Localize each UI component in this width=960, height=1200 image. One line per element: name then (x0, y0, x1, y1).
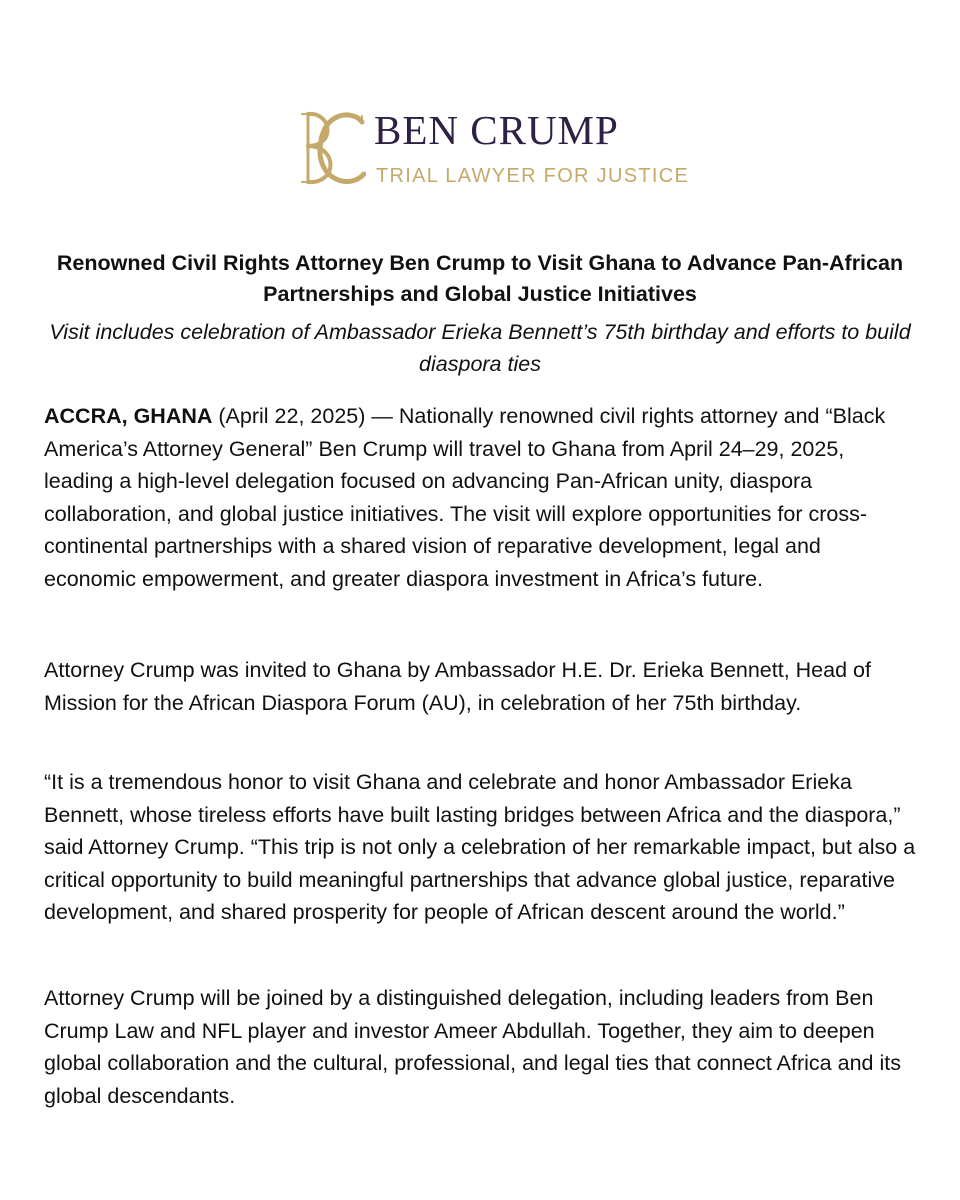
body-paragraph-1-text: (April 22, 2025) — Nationally renowned civil rights attorney and “Black America’s Attorney General” Ben Crump will travel to Ghana from April 24–29, 2025, leading a high-level delegation focused on advancing Pan-African unity, diaspora collaboration, and global justice initiatives. The visit will explore opportunities for cross-continental partnerships with a shared vision of reparative development, legal and economic empowerment, and greater diaspora investment in Africa’s future. (44, 404, 886, 591)
bc-monogram-icon (292, 108, 366, 188)
body-paragraph-2: Attorney Crump was invited to Ghana by Ambassador H.E. Dr. Erieka Bennett, Head of Mission for the African Diaspora Forum (AU), in celebration of her 75th birthday. (44, 658, 871, 715)
logo-tagline: TRIAL LAWYER FOR JUSTICE (376, 165, 690, 187)
dateline: ACCRA, GHANA (44, 404, 213, 428)
body-paragraph-4: Attorney Crump will be joined by a distinguished delegation, including leaders from Ben Crump Law and NFL player and investor Ameer Abdullah. Together, they aim to deepen global collaboration and the cultural, professional, and legal ties that connect Africa and its global descendants. (44, 986, 901, 1108)
press-release-subheadline: Visit includes celebration of Ambassador Erieka Bennett’s 75th birthday and efforts to build diaspora ties (49, 320, 911, 376)
body-paragraph-1 (44, 400, 916, 595)
ben-crump-logo (292, 108, 692, 188)
press-release-headline: Renowned Civil Rights Attorney Ben Crump to Visit Ghana to Advance Pan-African Partnerships and Global Justice Initiatives (56, 251, 904, 306)
body-paragraph-3-quote: “It is a tremendous honor to visit Ghana and celebrate and honor Ambassador Erieka Bennett, whose tireless efforts have built lasting bridges between Africa and the diaspora,” said Attorney Crump. “This trip is not only a celebration of her remarkable impact, but also a critical opportunity to build meaningful partnerships that advance global justice, reparative development, and shared prosperity for people of African descent around the world.” (44, 770, 916, 924)
logo-name: BEN CRUMP (374, 107, 619, 153)
